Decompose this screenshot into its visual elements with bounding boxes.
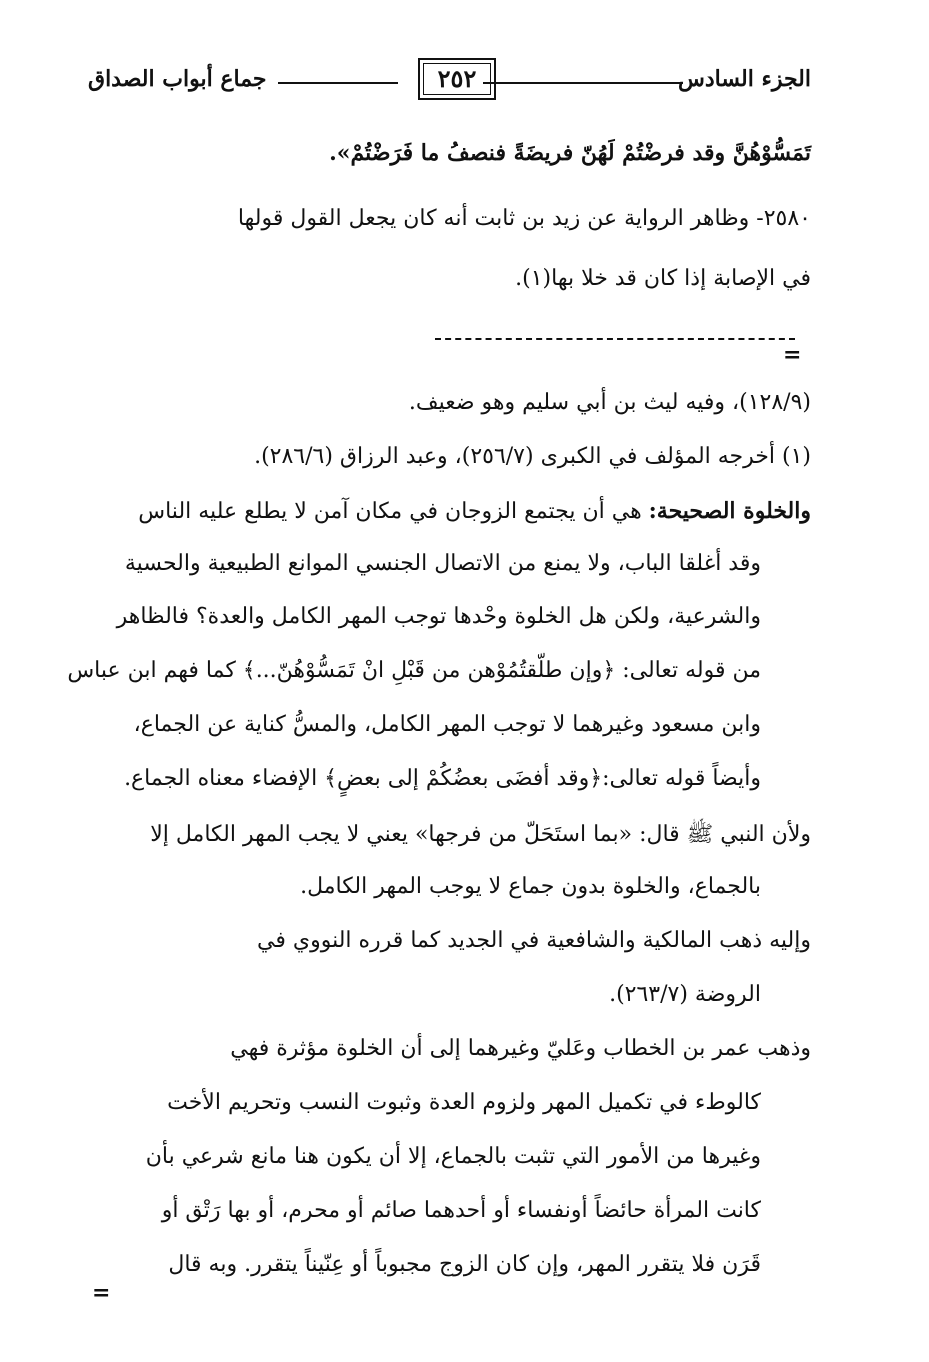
footnote-line-1: (١٢٨/٩)، وفيه ليث بن أبي سليم وهو ضعيف. — [408, 390, 811, 415]
commentary-line-15: قَرَن فلا يتقرر المهر، وإن كان الزوج مجبوباً أو عِنّيناً يتقرر. وبه قال — [168, 1252, 761, 1277]
footnote-line-2: (١) أخرجه المؤلف في الكبرى (٢٥٦/٧)، وعبد الرزاق (٢٨٦/٦). — [254, 444, 811, 469]
commentary-line-5: وابن مسعود وغيرهما لا توجب المهر الكامل، والمسُّ كناية عن الجماع، — [133, 712, 761, 737]
commentary-line-11: وذهب عمر بن الخطاب وعَليّ وغيرهما إلى أن الخلوة مؤثرة فهي — [230, 1036, 811, 1061]
commentary-line-6: وأيضاً قوله تعالى:﴿وقد أفضَى بعضُكُمْ إلى بعضٍ﴾ الإفضاء معناه الجماع. — [124, 766, 761, 791]
commentary-line-3: والشرعية، ولكن هل الخلوة وحْدها توجب المهر الكامل والعدة؟ فالظاهر — [116, 604, 761, 629]
commentary-line-4: من قوله تعالى: ﴿وإن طلّقتُمُوْهن من قَبْلِ انْ تَمَسُّوْهُنّ...﴾ كما فهم ابن عباس — [67, 658, 761, 683]
body-line-3: في الإصابة إذا كان قد خلا بها(١). — [515, 266, 811, 291]
header-rule-left — [278, 82, 398, 84]
commentary-line-2: وقد أغلقا الباب، ولا يمنع من الاتصال الجنسي الموانع الطبيعية والحسية — [124, 551, 761, 576]
commentary-text: هي أن يجتمع الزوجان في مكان آمن لا يطلع عليه الناس — [138, 499, 649, 524]
commentary-line-10: الروضة (٢٦٣/٧). — [609, 982, 761, 1007]
commentary-line-12: كالوطء في تكميل المهر ولزوم العدة وثبوت النسب وتحريم الأخت — [167, 1090, 761, 1115]
continuation-mark-bottom: = — [92, 1280, 111, 1306]
commentary-line-7: ولأن النبي ﷺ قال: «بما استَحَلّ من فرجها» يعني لا يجب المهر الكامل إلا — [150, 822, 811, 847]
body-line-1: تَمَسُّوْهُنَّ وقد فرضْتُمْ لَهُنّ فريضَةً فنصفُ ما فَرَضْتُمْ». — [329, 140, 811, 166]
commentary-line-9: وإليه ذهب المالكية والشافعية في الجديد كما قرره النووي في — [257, 928, 811, 953]
page-number: ٢٥٢ — [418, 58, 496, 100]
continuation-mark-top: = — [783, 342, 802, 368]
running-header — [88, 58, 811, 102]
commentary-line-14: كانت المرأة حائضاً أونفساء أو أحدهما صائم أو محرم، أو بها رَتْق أو — [161, 1198, 761, 1223]
header-volume: الجزء السادس — [678, 66, 811, 92]
commentary-term: والخلوة الصحيحة: — [648, 498, 811, 524]
footnote-separator — [435, 338, 795, 340]
body-line-2: ٢٥٨٠- وظاهر الرواية عن زيد بن ثابت أنه كان يجعل القول قولها — [237, 206, 811, 231]
header-chapter: جماع أبواب الصداق — [88, 66, 267, 92]
header-rule-right — [483, 82, 683, 84]
commentary-line-8: بالجماع، والخلوة بدون جماع لا يوجب المهر الكامل. — [300, 874, 761, 899]
commentary-line-13: وغيرها من الأمور التي تثبت بالجماع، إلا أن يكون هنا مانع شرعي بأن — [145, 1144, 761, 1169]
commentary-line-1 — [96, 498, 811, 524]
